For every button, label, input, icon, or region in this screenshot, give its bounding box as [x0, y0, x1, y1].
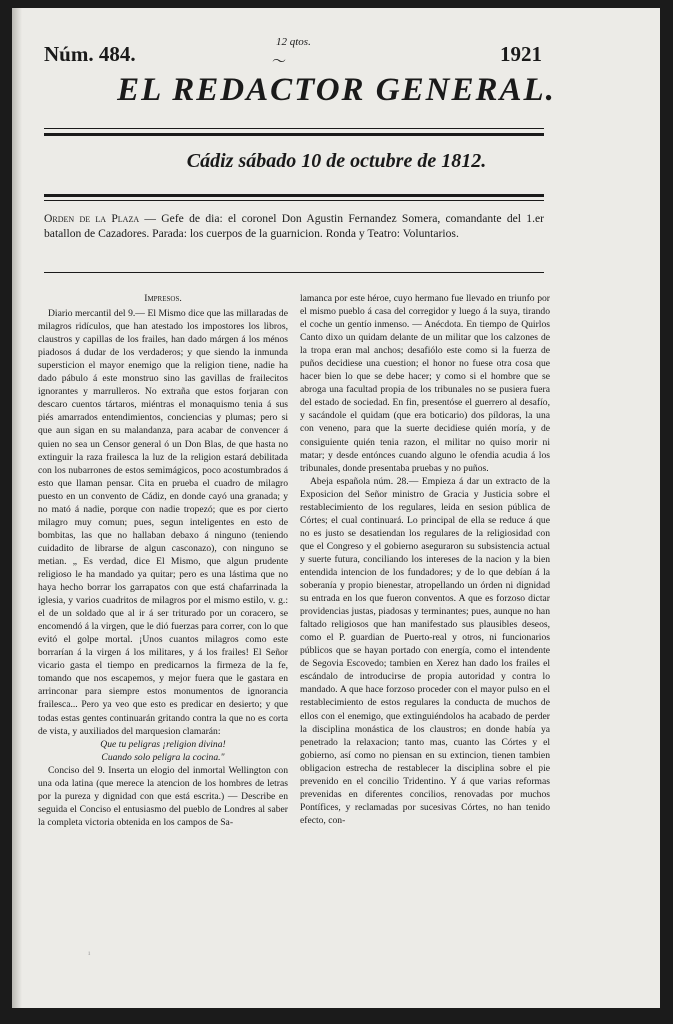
page-mark: ¹ — [88, 950, 91, 959]
article-continuation: lamanca por este héroe, cuyo hermano fue llevado en triunfo por el mismo pueblo á casa del corregidor y luego á la suya, tirando el coche un gentío inmenso. — Anécdota. En tiempo de Quirlos Canto dixo un quidam delante de un militar que los calzones de la tropa eran mal anchos; desafiólo este como si la fuerza de puños decidiese una cuestion; el honor no fuese otra cosa que hacer bien lo que se debe hacer; y como si el hombre que se abroga una facultad propia de los tribunales no se pusiera fuera del estado de sociedad. En fin, presentóse el guerrero al desafío, y sacándole el quidam (que era boticario) dos píldoras, la una con veneno, para que la suerte decidiese quién moría, y de consiguiente quién tenia razon, el militar no quiso morir ni matar; y desde entónces cuando alguno le ofendia acudia á los tribunales, donde presentaba pruebas y no puños. — [300, 293, 550, 474]
article-diario-mercantil: Diario mercantil del 9.— El Mismo dice que las millaradas de milagros ridículos, que han atestado los impostores los libros, claustros y capillas de los frailes, han dado márgen á los ménos piadosos á dudar de los verdaderos; y que siendo la inmunda supersticion el mayor enemigo que la religion tiene, nadie ha dado pábulo á este monstruo sino las gavillas de frailecitos ignorantes y marrulleros. No extraña que estos forjaran con descaro cuentos tártaros, miéntras el monaquismo tenia á sus piés amarrados entendimientos, conciencias y plumas; pero si que aun sigan en su malandanza, para acabar de convencer á quien no sea un Censor general ó un Don Blas, de que hasta no extinguir la raza frailesca la luz de la religion estará debilitada con los nubarrones de estos semimágicos, poco acostumbrados á esto que llaman pensar. Cita en prueba el cuadro de milagro puesto en un convento de Cádiz, en donde cayó una granada; y no mató á nadie, porque con nadie tropezó; que es por cierto milagro muy comun; pues, segun inteligentes en esto de bombitas, las que no hallaban debaxo á ninguno (teniendo cuidadito de librarse de algun casconazo), con ninguno se metian. „ Es verdad, dice El Mismo, que algun prudente religioso le ha mandado ya quitar; pero es una lástima que no haya hecho borrar los garrapatos con que está chafarrinada la iglesia, y varios cuadritos de milagros por el mismo estilo, v. g.: el de un soldado que al ir á ser triturado por un coracero, se encomendó á la virgen, que le dió fuerzas para correr, con lo que evitó el golpe mortal. ¡Unos cuantos milagros como este borrarían á la virgen á los militares, y á los frailes! El Señor vicario gasta el tiempo en predicarnos la firmeza de la fe, tomando que nos escapemos, y mejor fuera que le gastara en arrinconar para siempre estos monumentos de ignorancia frailesca... Pero ya veo que esto es predicar en desierto; y que todas estas gentes continuarán gritando contra la que no es corta de vista, y auxiliados del marquesion clamarán: — [38, 308, 288, 737]
orden-text: — Gefe de dia: el coronel Don Agustin Fernandez Somera, comandante del 1.er batallon de Cazadores. Parada: los cuerpos de la guarnicion. Ronda y Teatro: Voluntarios. — [44, 212, 544, 240]
masthead-title: EL REDACTOR GENERAL. — [117, 72, 556, 108]
verse-line-1: Que tu peligras ¡religion divina! — [100, 738, 226, 750]
ornament-flourish: 〜 — [272, 55, 286, 70]
dateline: Cádiz sábado 10 de octubre de 1812. — [186, 150, 487, 172]
article-abeja-espanola: Abeja española núm. 28.— Empieza á dar un extracto de la Exposicion del Señor ministro de Gracia y Justicia sobre el restablecimiento de los regulares, leida en sesion pública de Córtes; el cual continuará. Lo principal de ella se reduce á que no es justo se desatiendan los regulares de la religiosidad con que el Congreso y el gobierno aseguraron su subsistencia actual y suerte futura, conciliando los intereses de la nacion y la bien entendida intencion de los fundadores; y de lo que debían á la soberanía y propio bienestar, atropellando un órden ni dignidad su entrada en los que fueron conventos. A que es forzoso dictar providencias justas, piadosas y terminantes; pues, aunque no han faltado religiosos que han manifestado sus plausibles deseos, como el P. guardian de Puerto-real y otros, ni funcionarios públicos que se hayan portado con energía, como el intendente de Segovia Escovedo; tambien en Xerez han dado los frailes el escándalo de introducirse de propia autoridad y contra lo mandado. A que hace forzoso proceder con el mayor pulso en el restablecimiento de estos regulares la conducta de muchos de ellos con el enemigo, que extinguiéndolos ha acabado de perder la disciplina monástica de los claustros; en donde había ya penetrado la relaxacion; tanto mas, cuanto las Córtes y el gobierno, así como no piensan en su extincion, tienen tambien obligacion estrecha de restablecer la disciplina sobre el pie prevenido en el concilio Tridentino. Y á que varias reformas prevenidas en diferentes concilios, renovadas por muchos Pontífices, y reclamadas por sucesivas Córtes, no han tenido efecto, con- — [300, 475, 550, 826]
article-conciso: Conciso del 9. Inserta un elogio del inmortal Wellington con una oda latina (que merece la atencion de los hombres de letras por la pureza y dignidad con que está escrita.) — Describe en seguida el Conciso el entusiasmo del pueblo de Londres al saber la completa victoria obtenida en los campos de Sa- — [38, 764, 288, 828]
section-divider — [44, 272, 544, 273]
left-column — [38, 292, 288, 829]
price-label: 12 qtos. — [276, 36, 311, 48]
section-heading-impresos: Impresos. — [144, 293, 182, 304]
orden-label: Orden de la Plaza — [44, 212, 140, 225]
right-column — [300, 292, 550, 827]
orden-de-la-plaza — [44, 212, 544, 241]
page-number: 1921 — [500, 42, 542, 66]
verse-line-2: Cuando solo peligra la cocina." — [101, 751, 225, 763]
issue-number: Núm. 484. — [44, 42, 136, 66]
rule-thick-bottom — [44, 194, 544, 197]
rule-thin-top — [44, 128, 544, 129]
rule-thin-bottom — [44, 200, 544, 201]
rule-thick-top — [44, 133, 544, 136]
